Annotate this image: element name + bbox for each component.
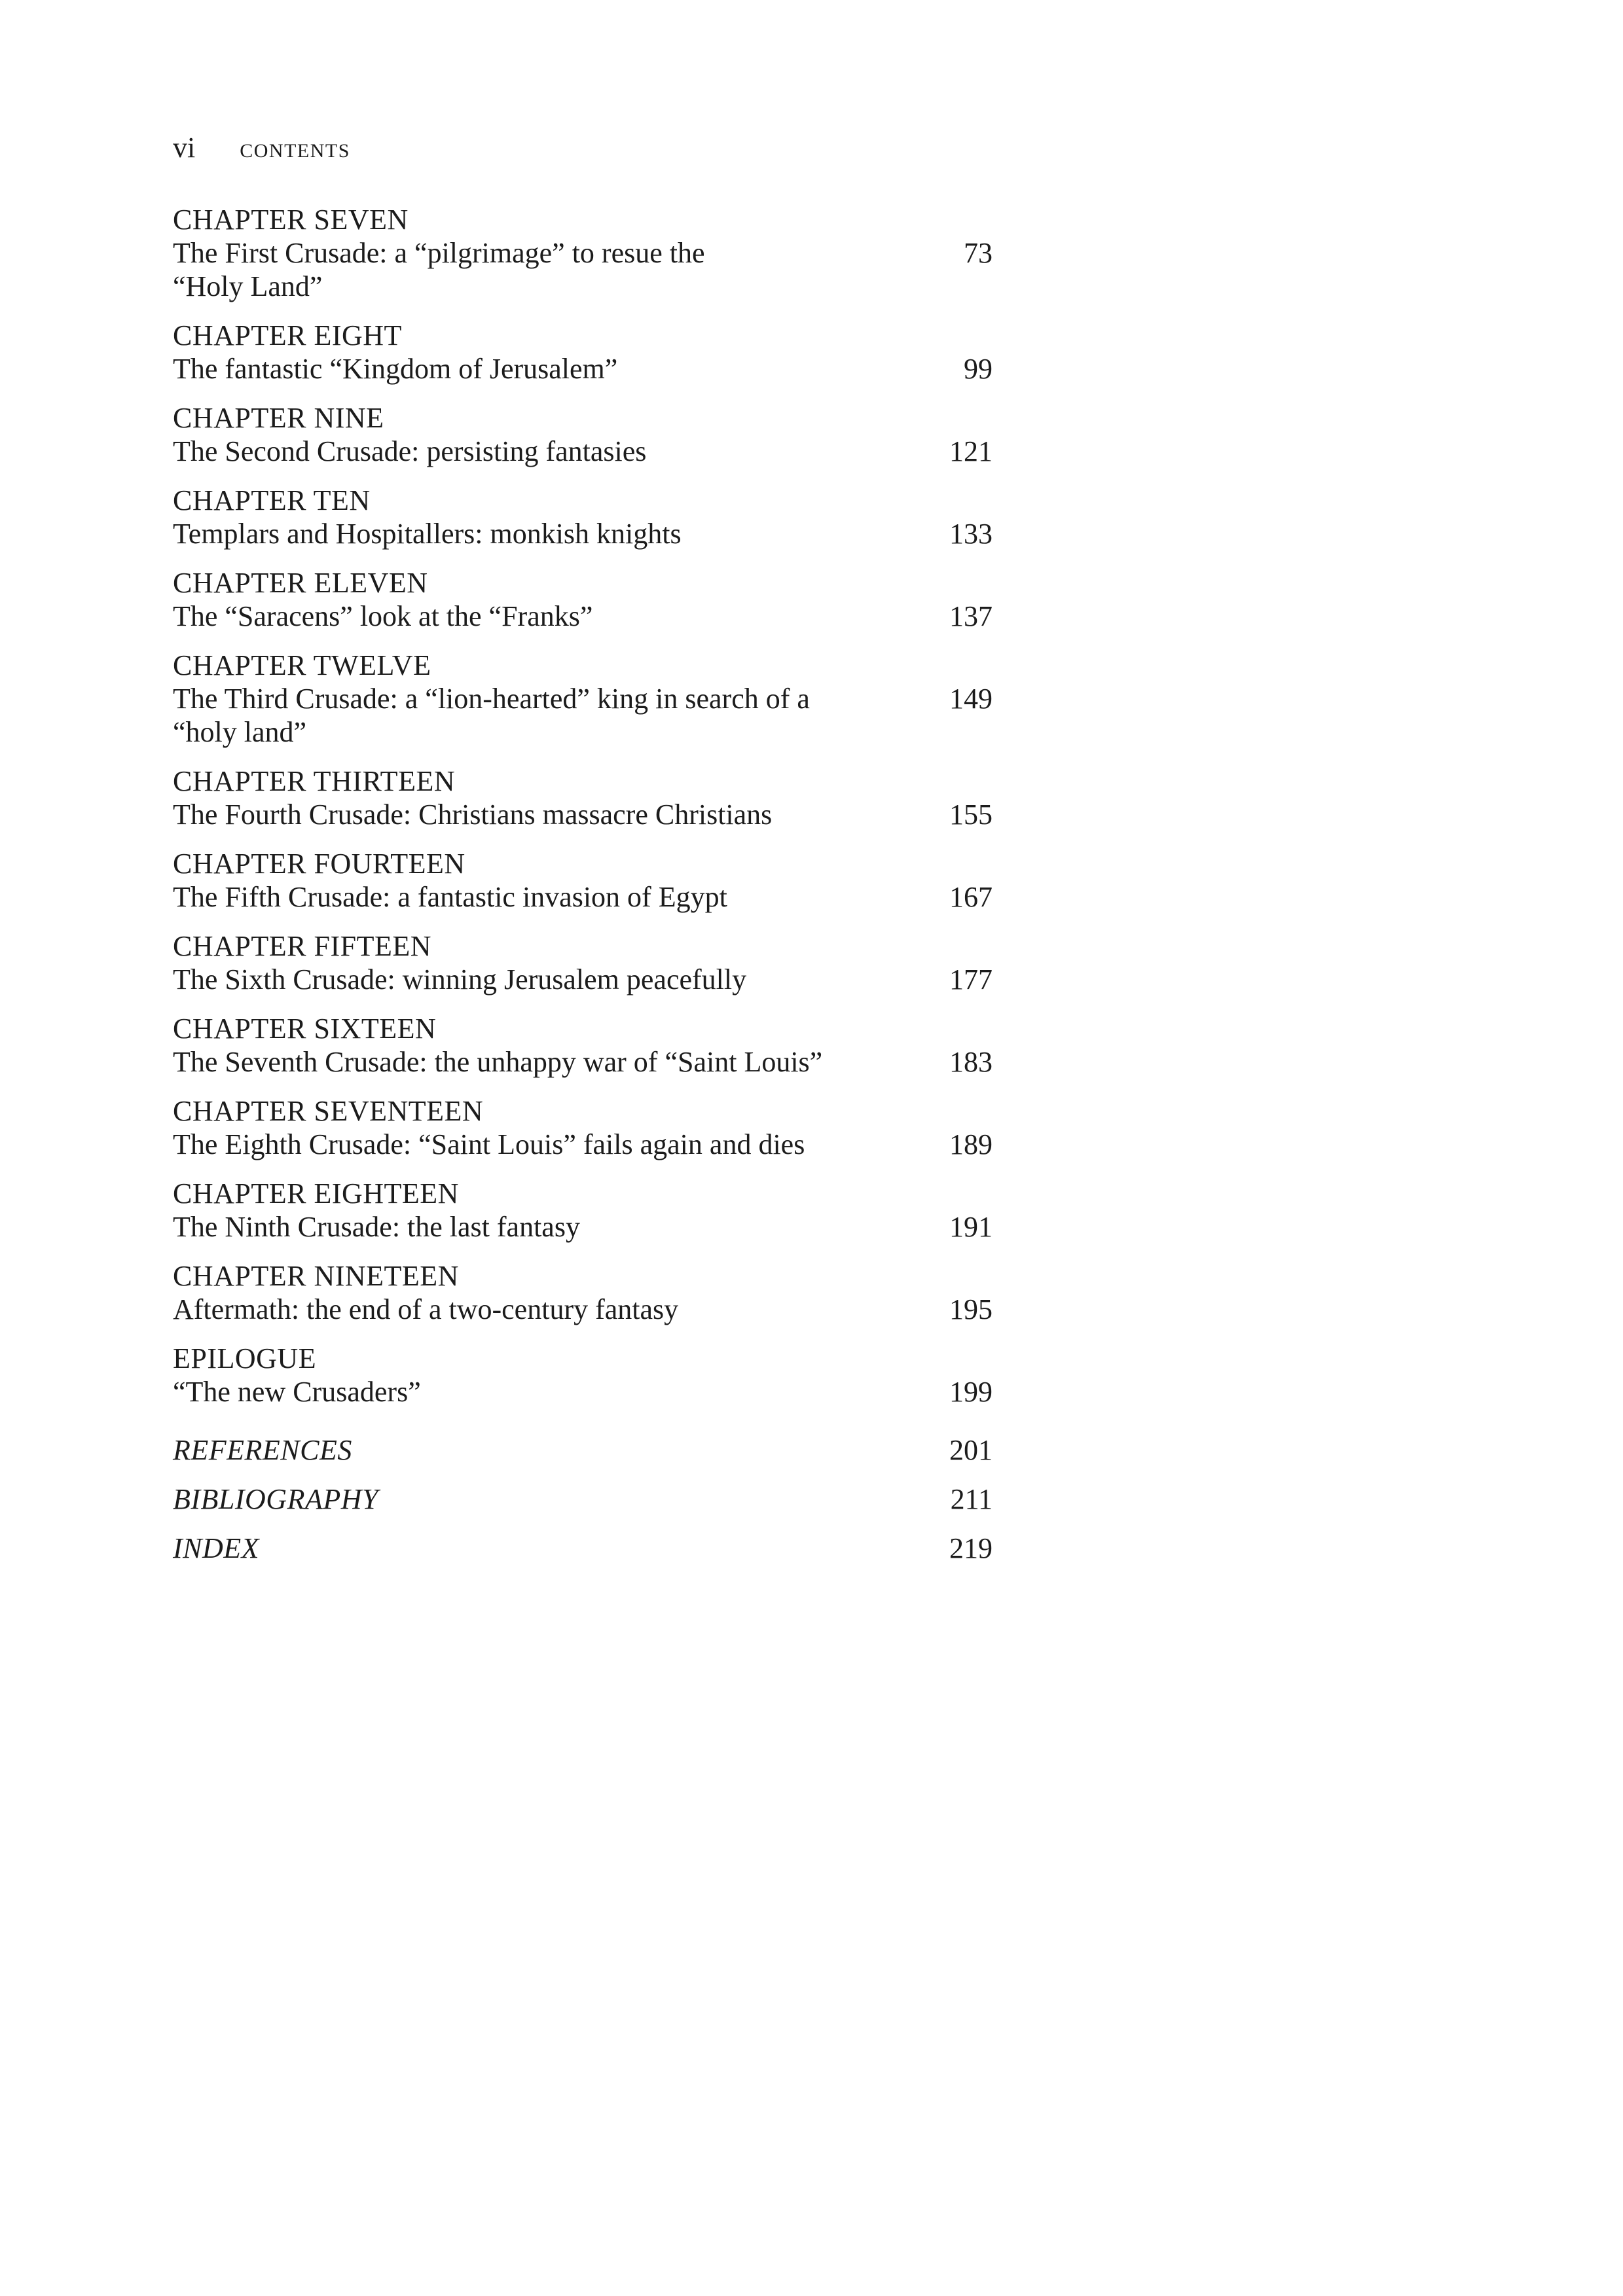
running-head-title: CONTENTS [240, 140, 350, 162]
back-matter-label: REFERENCES [173, 1434, 352, 1466]
page-folio: vi [173, 132, 196, 164]
page-number: 211 [950, 1483, 993, 1515]
chapter-title: The Sixth Crusade: winning Jerusalem peacefully [173, 963, 747, 996]
chapter-title: Aftermath: the end of a two-century fantasy [173, 1293, 679, 1325]
chapter-title: The Ninth Crusade: the last fantasy [173, 1211, 580, 1243]
chapter-label: CHAPTER NINE [173, 402, 384, 434]
chapter-label: CHAPTER THIRTEEN [173, 765, 456, 797]
chapter-label: CHAPTER EIGHTEEN [173, 1177, 459, 1210]
page-number: 73 [964, 237, 993, 269]
page-number: 121 [949, 435, 993, 467]
toc-entry-bibliography[interactable] [173, 1482, 993, 1516]
page-number: 189 [949, 1128, 993, 1160]
chapter-label: CHAPTER NINETEEN [173, 1260, 459, 1292]
page-number: 155 [949, 798, 993, 831]
toc-entry-chapter-seven[interactable] [173, 203, 993, 303]
chapter-title: The fantastic “Kingdom of Jerusalem” [173, 353, 618, 385]
toc-entry-chapter-fifteen[interactable] [173, 929, 993, 996]
back-matter-list [173, 1433, 993, 1565]
page-number: 201 [949, 1434, 993, 1466]
chapter-title: The “Saracens” look at the “Franks” [173, 600, 593, 632]
toc-entry-epilogue[interactable] [173, 1342, 993, 1408]
toc-entry-chapter-nineteen[interactable] [173, 1259, 993, 1326]
page-number: 137 [949, 600, 993, 632]
toc-entry-chapter-thirteen[interactable] [173, 764, 993, 831]
toc-entry-index[interactable] [173, 1532, 993, 1565]
chapter-label: CHAPTER TEN [173, 484, 371, 516]
chapter-title: The First Crusade: a “pilgrimage” to resue the “Holy Land” [173, 237, 705, 302]
toc-entry-chapter-fourteen[interactable] [173, 847, 993, 914]
chapter-label: EPILOGUE [173, 1342, 317, 1374]
chapter-title: The Fourth Crusade: Christians massacre Christians [173, 798, 773, 831]
page-number: 167 [949, 881, 993, 913]
page-number: 149 [949, 683, 993, 715]
page-number: 195 [949, 1293, 993, 1325]
chapter-label: CHAPTER SEVENTEEN [173, 1095, 484, 1127]
toc-entry-chapter-eight[interactable] [173, 319, 993, 386]
chapter-title: “The new Crusaders” [173, 1376, 421, 1408]
chapter-label: CHAPTER ELEVEN [173, 567, 428, 599]
toc-entry-chapter-twelve[interactable] [173, 649, 993, 749]
chapter-title: The Fifth Crusade: a fantastic invasion of Egypt [173, 881, 727, 913]
chapter-label: CHAPTER FIFTEEN [173, 930, 431, 962]
chapter-title: The Second Crusade: persisting fantasies [173, 435, 647, 467]
back-matter-label: BIBLIOGRAPHY [173, 1483, 378, 1515]
table-of-contents [173, 203, 993, 1581]
toc-entry-chapter-eighteen[interactable] [173, 1177, 993, 1244]
chapter-title: The Third Crusade: a “lion-hearted” king in search of a “holy land” [173, 683, 810, 748]
chapter-label: CHAPTER SEVEN [173, 204, 409, 236]
page-number: 99 [964, 353, 993, 385]
page-number: 133 [949, 518, 993, 550]
chapter-label: CHAPTER FOURTEEN [173, 848, 465, 880]
chapter-title: Templars and Hospitallers: monkish knights [173, 518, 682, 550]
chapter-label: CHAPTER TWELVE [173, 649, 431, 681]
page-number: 191 [949, 1211, 993, 1243]
toc-entry-chapter-sixteen[interactable] [173, 1012, 993, 1079]
toc-entry-chapter-ten[interactable] [173, 484, 993, 550]
page-number: 219 [949, 1532, 993, 1564]
page-number: 177 [949, 963, 993, 996]
toc-entry-references[interactable] [173, 1433, 993, 1467]
chapter-title: The Seventh Crusade: the unhappy war of “Saint Louis” [173, 1046, 823, 1078]
page-number: 199 [949, 1376, 993, 1408]
chapter-label: CHAPTER EIGHT [173, 319, 402, 351]
toc-entry-chapter-nine[interactable] [173, 401, 993, 468]
chapter-title: The Eighth Crusade: “Saint Louis” fails again and dies [173, 1128, 805, 1160]
chapter-label: CHAPTER SIXTEEN [173, 1013, 437, 1045]
toc-entry-chapter-eleven[interactable] [173, 566, 993, 633]
page-number: 183 [949, 1046, 993, 1078]
toc-entry-chapter-seventeen[interactable] [173, 1094, 993, 1161]
back-matter-label: INDEX [173, 1532, 260, 1564]
running-head [173, 131, 350, 170]
